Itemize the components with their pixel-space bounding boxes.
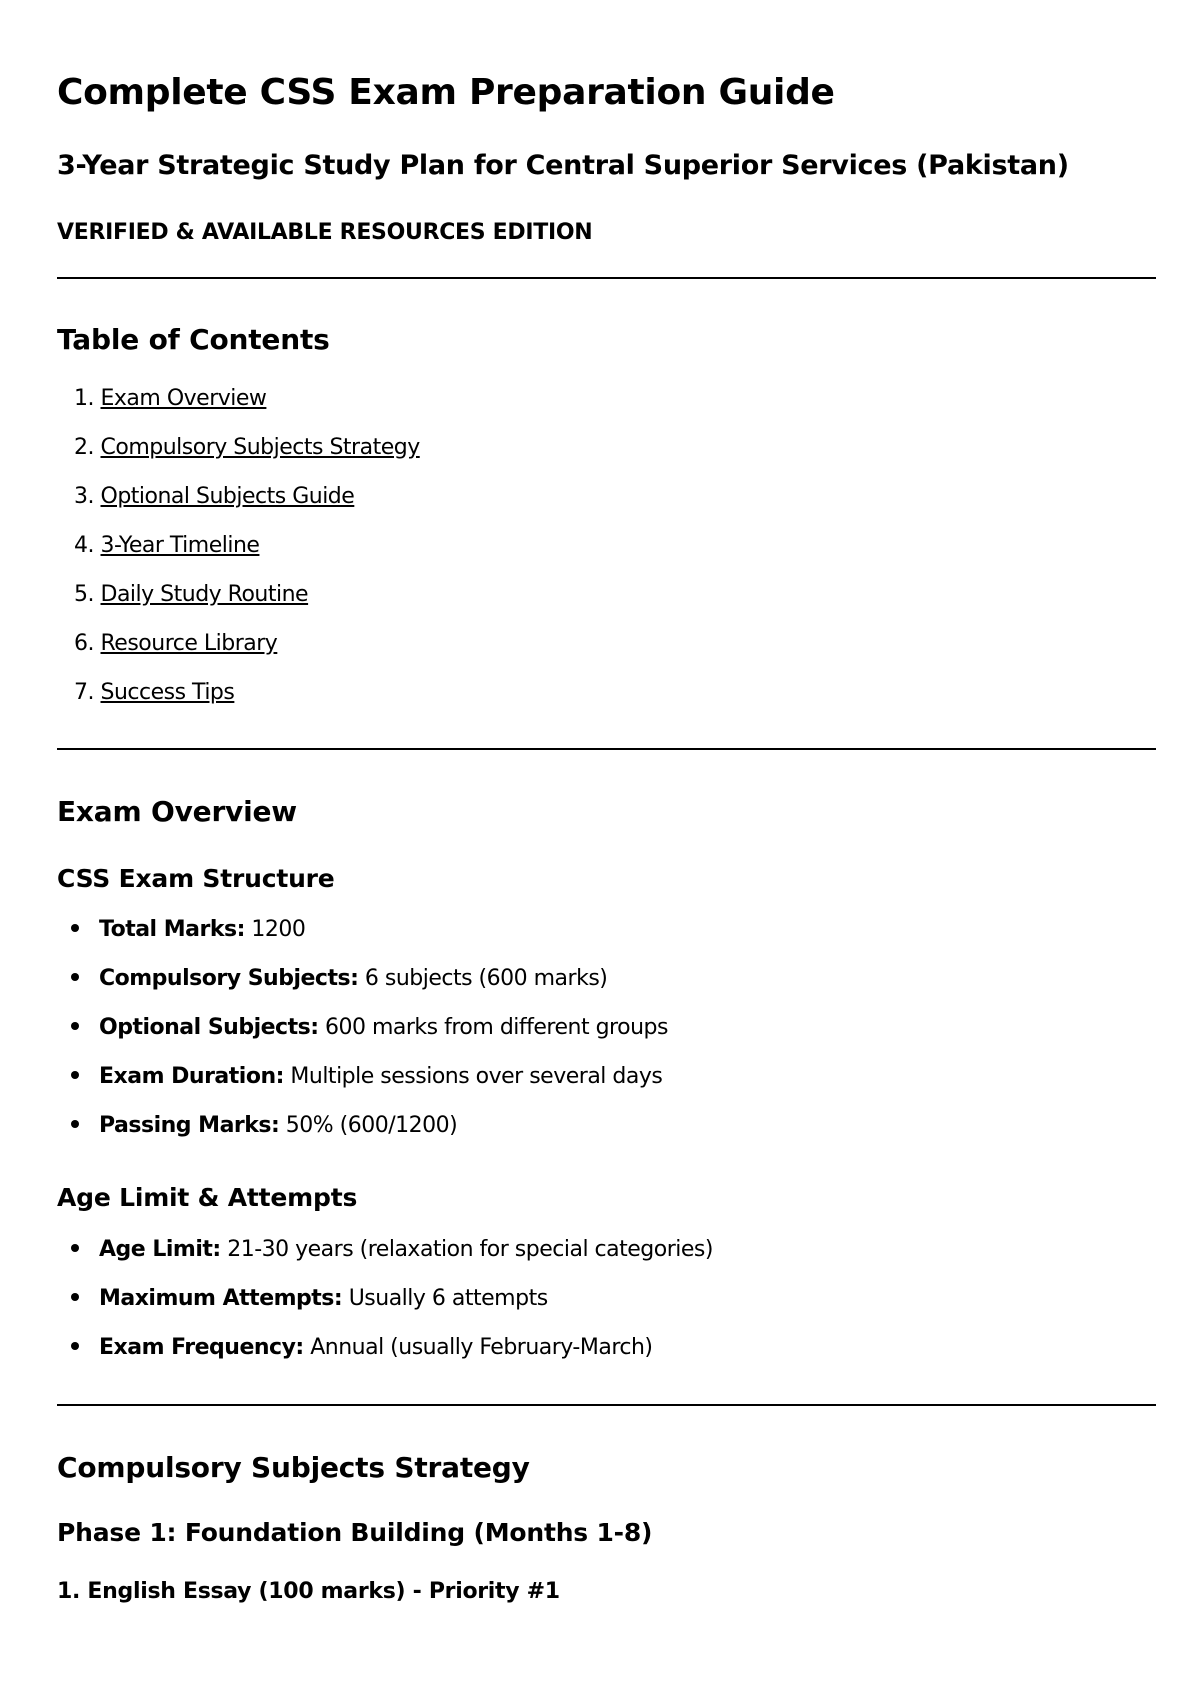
- toc-item-number: 7.: [74, 680, 94, 705]
- subject-heading-english-essay: 1. English Essay (100 marks) - Priority #1: [57, 1579, 560, 1604]
- item-label: Compulsory Subjects:: [99, 966, 359, 991]
- item-value: 6 subjects (600 marks): [358, 966, 608, 991]
- subheading-age-limit: Age Limit & Attempts: [57, 1183, 358, 1212]
- toc-item: [74, 484, 354, 509]
- toc-item-number: 2.: [74, 435, 94, 460]
- toc-link-success-tips[interactable]: Success Tips: [100, 680, 235, 705]
- toc-link-timeline[interactable]: 3-Year Timeline: [100, 533, 260, 558]
- item-label: Passing Marks:: [99, 1113, 280, 1138]
- section-heading-exam-overview: Exam Overview: [57, 795, 297, 828]
- item-value: 50% (600/1200): [279, 1113, 458, 1138]
- bullet-icon: [71, 1293, 79, 1301]
- toc-item: [74, 386, 266, 411]
- list-item: [71, 1015, 668, 1040]
- item-label: Exam Frequency:: [99, 1335, 304, 1360]
- item-label: Age Limit:: [99, 1237, 221, 1262]
- toc-link-resource-library[interactable]: Resource Library: [100, 631, 278, 656]
- item-label: Optional Subjects:: [99, 1015, 319, 1040]
- section-heading-compulsory-subjects: Compulsory Subjects Strategy: [57, 1451, 530, 1484]
- subheading-exam-structure: CSS Exam Structure: [57, 864, 335, 893]
- toc-item-number: 6.: [74, 631, 94, 656]
- item-value: Usually 6 attempts: [342, 1286, 548, 1311]
- item-value: Annual (usually February-March): [303, 1335, 653, 1360]
- bullet-icon: [71, 973, 79, 981]
- divider: [57, 277, 1156, 279]
- bullet-icon: [71, 1120, 79, 1128]
- bullet-icon: [71, 924, 79, 932]
- document-title: Complete CSS Exam Preparation Guide: [57, 72, 835, 113]
- item-label: Maximum Attempts:: [99, 1286, 343, 1311]
- toc-item-number: 1.: [74, 386, 94, 411]
- toc-item: [74, 435, 420, 460]
- item-value: 600 marks from different groups: [318, 1015, 668, 1040]
- bullet-icon: [71, 1022, 79, 1030]
- toc-heading: Table of Contents: [57, 323, 330, 356]
- list-item: [71, 966, 607, 991]
- edition-label: VERIFIED & AVAILABLE RESOURCES EDITION: [57, 220, 593, 245]
- subheading-phase-1: Phase 1: Foundation Building (Months 1-8): [57, 1518, 653, 1547]
- document-subtitle: 3-Year Strategic Study Plan for Central Superior Services (Pakistan): [57, 150, 1069, 181]
- item-label: Total Marks:: [99, 917, 245, 942]
- toc-link-compulsory-subjects[interactable]: Compulsory Subjects Strategy: [100, 435, 420, 460]
- list-item: [71, 1237, 713, 1262]
- bullet-icon: [71, 1342, 79, 1350]
- toc-item-number: 3.: [74, 484, 94, 509]
- item-label: Exam Duration:: [99, 1064, 284, 1089]
- toc-link-daily-routine[interactable]: Daily Study Routine: [100, 582, 309, 607]
- toc-item-number: 4.: [74, 533, 94, 558]
- toc-item-number: 5.: [74, 582, 94, 607]
- divider: [57, 748, 1156, 750]
- toc-link-optional-subjects[interactable]: Optional Subjects Guide: [100, 484, 355, 509]
- item-value: Multiple sessions over several days: [283, 1064, 663, 1089]
- toc-item: [74, 680, 234, 705]
- item-value: 21-30 years (relaxation for special categories): [220, 1237, 713, 1262]
- bullet-icon: [71, 1071, 79, 1079]
- toc-item: [74, 582, 308, 607]
- bullet-icon: [71, 1244, 79, 1252]
- list-item: [71, 1286, 548, 1311]
- list-item: [71, 1064, 662, 1089]
- toc-item: [74, 533, 259, 558]
- toc-item: [74, 631, 277, 656]
- list-item: [71, 1335, 653, 1360]
- toc-link-exam-overview[interactable]: Exam Overview: [100, 386, 267, 411]
- item-value: 1200: [244, 917, 306, 942]
- divider: [57, 1404, 1156, 1406]
- list-item: [71, 917, 305, 942]
- list-item: [71, 1113, 457, 1138]
